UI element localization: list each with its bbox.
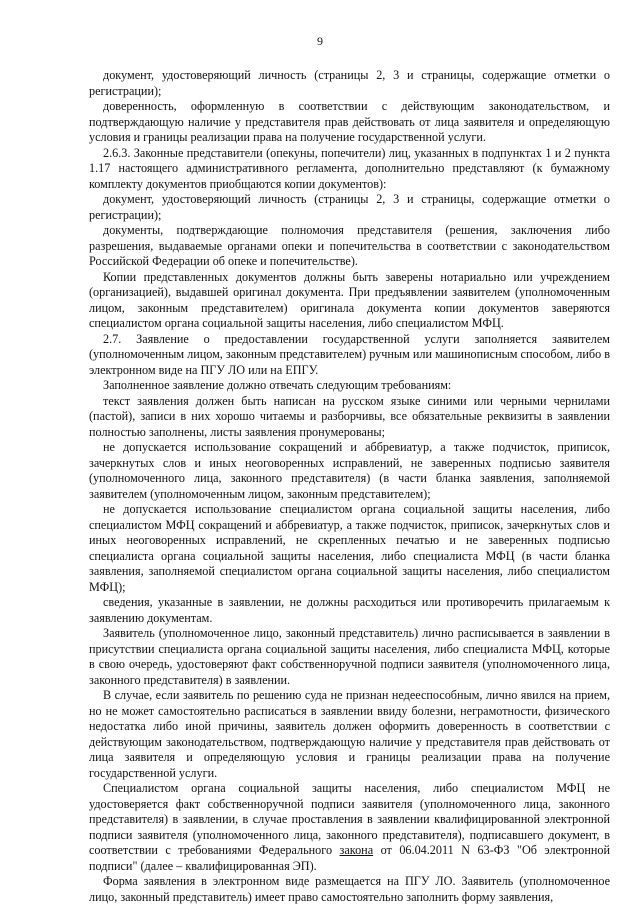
paragraph-signature-presence: Заявитель (уполномоченное лицо, законный представитель) лично расписывается в заявлении в присутствии специалиста органа социальной защиты населения, либо специалиста МФЦ, которые в свою очередь, удостоверяют факт собственноручной подписи заявителя (уполномоченного лица, законного представителя) в заявлении. [89,626,610,687]
paragraph-incapable-sign: В случае, если заявитель по решению суда не признан недееспособным, лично явился на прием, но не может самостоятельно расписаться в заявлении ввиду болезни, неграмотности, физического недостатка либо иной причины, заявитель должен оформить доверенность в соответствии с действующим законодательством, подтверждающую наличие у представителя прав действовать от лица заявителя и определяющую условия и границы реализации права на получение государственной услуги. [89,688,610,780]
paragraph-power-of-attorney: доверенность, оформленную в соответствии с действующим законодательством, и подтверждающую наличие у представителя прав действовать от лица заявителя и определяющую условия и границы реализации права на получение государственной услуги. [89,99,610,144]
paragraph-2-7: 2.7. Заявление о предоставлении государственной услуги заполняется заявителем (уполномоченным лицом, законным представителем) ручным или машинописным способом, либо в электронном виде на ПГУ ЛО или на ЕПГУ. [89,331,610,377]
page-number: 9 [317,34,323,48]
paragraph-authority-docs: документы, подтверждающие полномочия представителя (решения, заключения либо разрешения, выдаваемые органами опеки и попечительства в соответствии с законодательством Российской Федерации об опеке и попечительстве). [89,223,610,268]
paragraph-requirement-no-abbrev-applicant: не допускается использование сокращений и аббревиатур, а также подчисток, приписок, зачеркнутых слов и иных неоговоренных исправлений, не заверенных подписью заявителя (уполномоченного лица, законного представителя) (в части бланка заявления, заполняемой заявителем (уполномоченным лицом, законным представителем); [89,440,610,501]
law-ref-tail: от 06.04.2011 N 63-ФЗ "Об электронной подписи" (далее – квалифицированная ЭП). [89,843,611,873]
paragraph-requirements-intro: Заполненное заявление должно отвечать следующим требованиям: [103,378,452,392]
electronic-signature-text: Специалистом органа социальной защиты населения, либо специалистом МФЦ не удостоверяется факт собственноручной подписи заявителя (уполномоченного лица, законного представителя) в заявлении, в случае проставления в заявлении квалифицированной электронной подписи заявителя (уполномоченного лица, законного представителя), подписавшего документ, в соответствии с требованиями Федерального [89,781,610,857]
paragraph-electronic-form: Форма заявления в электронном виде размещается на ПГУ ЛО. Заявитель (уполномоченное лицо, законный представитель) имеет право самостоятельно заполнить форму заявления, [89,874,610,904]
paragraph-copies-certification: Копии представленных документов должны быть заверены нотариально или учреждением (организацией), выдавшей оригинал документа. При предъявлении заявителем (уполномоченным лицом, законным представителем) оригинала документа копии документов заверяются специалистом органа социальной защиты населения, либо специалистом МФЦ. [89,269,610,330]
paragraph-identity-doc: документ, удостоверяющий личность (страницы 2, 3 и страницы, содержащие отметки о регистрации); [89,68,610,98]
law-link[interactable]: закона [339,843,374,857]
paragraph-2-6-3: 2.6.3. Законные представители (опекуны, попечители) лиц, указанных в подпунктах 1 и 2 пункта 1.17 настоящего административного регламента, дополнительно представляют (к бумажному комплекту документов приобщаются копии документов): [89,145,610,191]
paragraph-requirement-text: текст заявления должен быть написан на русском языке синими или черными чернилами (пастой), записи в них хорошо читаемы и разборчивы, все обязательные реквизиты в заявлении полностью заполнены, листы заявления пронумерованы; [89,393,610,439]
paragraph-identity-doc-2: документ, удостоверяющий личность (страницы 2, 3 и страницы, содержащие отметки о регистрации); [89,192,610,222]
paragraph-requirement-no-abbrev-specialist: не допускается использование специалистом органа социальной защиты населения, либо специалистом МФЦ сокращений и аббревиатур, а также подчисток, приписок, зачеркнутых слов и иных неоговоренных исправлений, не скрепленных печатью и не заверенных подписью специалиста органа социальной защиты населения, либо специалиста МФЦ (в части бланка заявления, заполняемой специалистом органа социальной защиты населения, либо специалистом МФЦ); [89,502,610,594]
paragraph-electronic-signature [89,781,610,874]
paragraph-requirement-consistency: сведения, указанные в заявлении, не должны расходиться или противоречить прилагаемым к заявлению документам. [89,595,610,625]
document-body [89,68,610,905]
